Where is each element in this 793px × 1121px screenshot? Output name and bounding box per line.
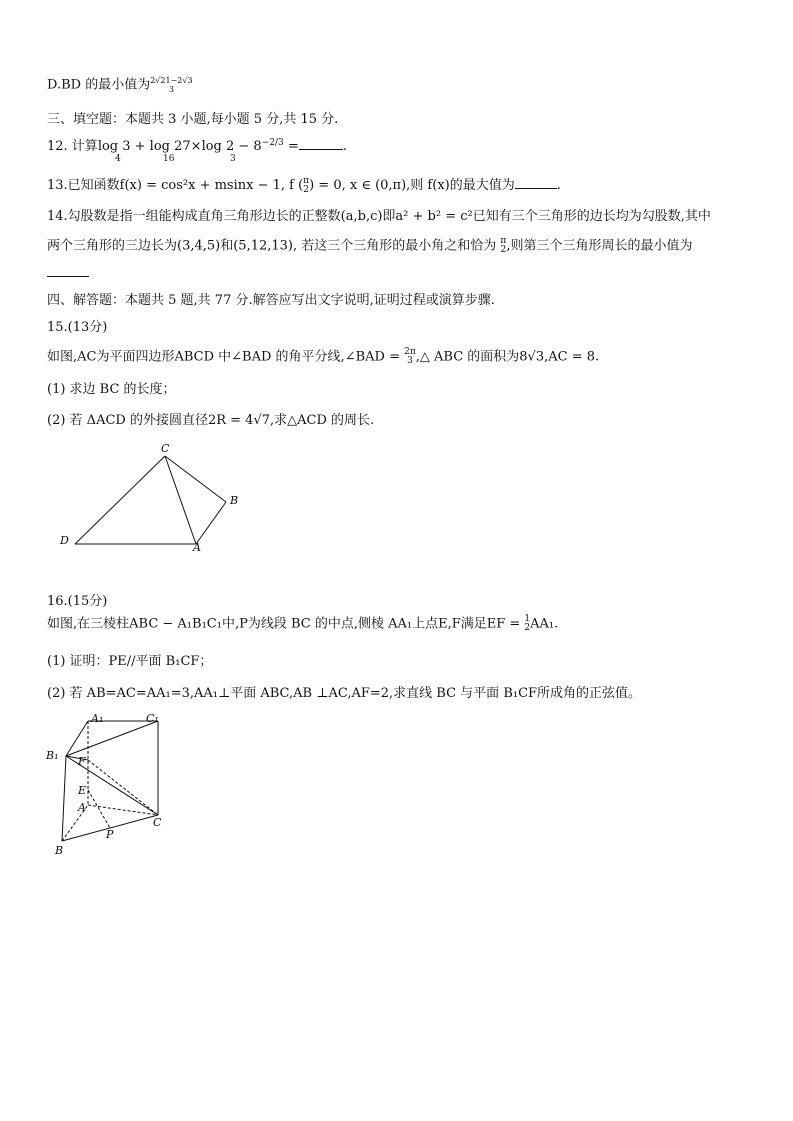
q14-answer-blank[interactable]: [47, 264, 89, 277]
label-a: A: [78, 801, 86, 814]
q16-frac-num: 1: [524, 614, 531, 624]
option-d-text: D.BD 的最小值为: [47, 77, 151, 93]
section-3-header: 三、填空题：本题共 3 小题,每小题 5 分,共 15 分.: [47, 112, 339, 127]
edge-ab: [196, 502, 226, 544]
q15-part2: (2) 若 ΔACD 的外接圆直径2R = 4√7,求△ACD 的周长.: [47, 413, 375, 428]
q14-frac-num: π: [500, 236, 507, 246]
q15-part1: (1) 求边 BC 的长度；: [47, 382, 176, 397]
q13-frac-num: π: [303, 175, 310, 186]
q14-text-a: 两个三角形的三边长为(3,4,5)和(5,12,13), 若这三个三角形的最小角之和恰为: [47, 238, 501, 254]
q12-sub-4: 4: [115, 154, 121, 164]
q13-text-2: ) = 0, x ∈ (0,π),则 f(x)的最大值为: [309, 178, 515, 193]
edge-cb: [165, 456, 226, 502]
q14-blank-line: [47, 264, 89, 283]
q16-stem-end: AA₁.: [530, 616, 559, 632]
edge-b1a1: [66, 721, 88, 756]
q12-expr-a: log 3 + log 27: [97, 139, 191, 154]
q15-quadrilateral-figure: [50, 440, 250, 555]
q15-frac-den: 3: [407, 356, 413, 366]
q16-stem-text: 如图,在三棱柱ABC − A₁B₁C₁中,P为线段 BC 的中点,侧棱 AA₁上点E,F满足EF =: [47, 616, 525, 632]
question-14-line2: [47, 237, 692, 256]
q14-frac-den: 2: [500, 245, 507, 255]
q16-part2: (2) 若 AB=AC=AA₁=3,AA₁⊥平面 ABC,AB ⊥AC,AF=2,求直线 BC 与平面 B₁CF所成角的正弦值。: [47, 686, 642, 701]
q15-stem-c: ,△ ABC 的面积为8√3,AC = 8.: [415, 349, 600, 365]
q12-expr-b: ×log 2 − 8: [190, 139, 262, 154]
question-12: [47, 134, 347, 156]
q15-heading: 15.(13分): [47, 320, 108, 335]
section-4-header: 四、解答题：本题共 5 题,共 77 分.解答应写出文字说明,证明过程或演算步骤.: [47, 293, 495, 308]
q15-stem: [47, 348, 599, 367]
q12-prefix: 12. 计算: [47, 139, 98, 154]
option-d-denominator: 3: [168, 85, 174, 94]
label-p: P: [106, 828, 114, 841]
q12-equals: =: [283, 139, 299, 154]
label-c: C: [161, 442, 170, 455]
q16-frac-den: 2: [524, 623, 531, 633]
edge-ep: [88, 790, 110, 828]
label-f: F: [78, 755, 86, 768]
edge-dc: [75, 456, 165, 544]
q15-frac-num: 2π: [404, 347, 416, 357]
label-a: A: [193, 541, 201, 554]
label-c1: C₁: [146, 712, 159, 725]
label-c: C: [153, 816, 162, 829]
option-d-numerator: 2√21−2√3: [150, 76, 193, 85]
label-b1: B₁: [46, 749, 59, 762]
label-b: B: [55, 844, 64, 857]
q16-part1: (1) 证明：PE//平面 B₁CF；: [47, 654, 213, 669]
edge-ca: [165, 456, 196, 544]
q16-heading: 16.(15分): [47, 594, 108, 609]
edge-b1b: [62, 756, 66, 841]
label-e: E: [78, 784, 87, 797]
option-d: [47, 76, 193, 95]
q14-text-b: ,则第三个三角形周长的最小值为: [506, 238, 693, 254]
q13-text: 13.已知函数f(x) = cos²x + msinx − 1, f (: [47, 178, 304, 193]
q12-end: .: [342, 139, 347, 154]
q12-sub-3: 3: [230, 154, 236, 164]
q16-prism-figure: [40, 708, 210, 863]
edge-b1c1: [66, 721, 158, 756]
label-a1: A₁: [91, 712, 104, 725]
question-14-line1: 14.勾股数是指一组能构成直角三角形边长的正整数(a,b,c)即a² + b² = c²已知有三个三角形的边长均为勾股数,其中: [47, 209, 711, 224]
q15-stem-b: ∠BAD =: [344, 349, 405, 365]
q13-end: .: [556, 178, 561, 193]
question-13: [47, 176, 561, 195]
q15-stem-a: 如图,AC为平面四边形ABCD 中∠BAD 的角平分线,: [47, 349, 345, 365]
q13-frac-den: 2: [303, 184, 309, 195]
q12-exponent: −2/3: [261, 138, 284, 148]
q12-answer-blank[interactable]: [299, 137, 343, 150]
q12-sub-16: 16: [163, 154, 175, 164]
label-b: B: [230, 494, 239, 507]
q13-answer-blank[interactable]: [515, 176, 557, 189]
q16-stem: [47, 615, 558, 634]
label-d: D: [60, 534, 69, 547]
